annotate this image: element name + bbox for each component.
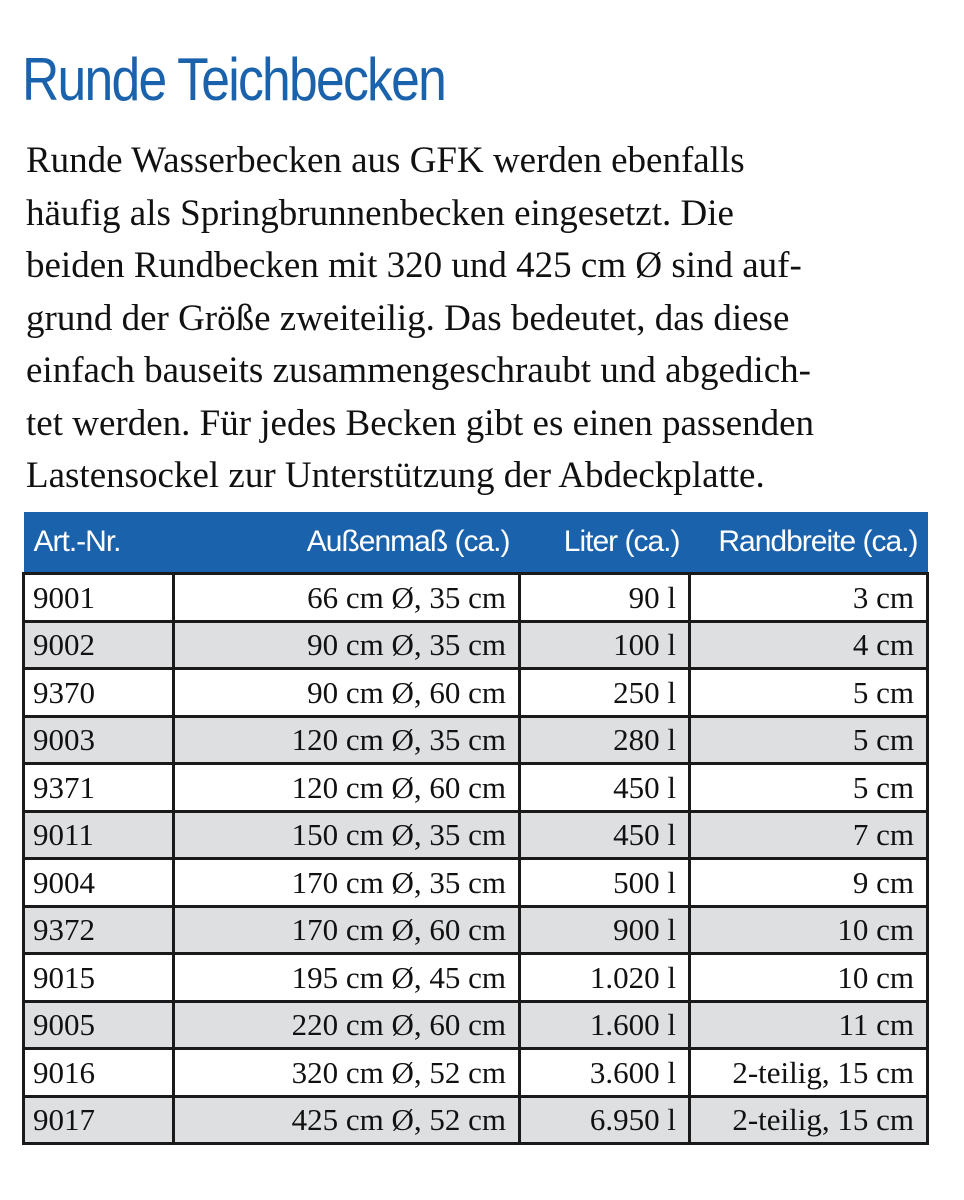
cell-outer-dimensions: 425 cm Ø, 52 cm	[174, 1096, 520, 1144]
table-row	[24, 764, 928, 812]
cell-outer-dimensions: 90 cm Ø, 60 cm	[174, 669, 520, 717]
cell-rim-width: 5 cm	[690, 669, 928, 717]
table-row	[24, 716, 928, 764]
cell-outer-dimensions: 120 cm Ø, 35 cm	[174, 716, 520, 764]
cell-liters: 1.020 l	[520, 954, 690, 1002]
cell-article-number: 9016	[24, 1049, 174, 1097]
table-row	[24, 1049, 928, 1097]
cell-outer-dimensions: 170 cm Ø, 35 cm	[174, 859, 520, 907]
cell-article-number: 9370	[24, 669, 174, 717]
table-row	[24, 859, 928, 907]
intro-line: Lastensockel zur Unterstützung der Abdeckplatte.	[26, 455, 765, 496]
intro-paragraph	[26, 135, 941, 503]
cell-outer-dimensions: 320 cm Ø, 52 cm	[174, 1049, 520, 1097]
cell-outer-dimensions: 195 cm Ø, 45 cm	[174, 954, 520, 1002]
cell-article-number: 9004	[24, 859, 174, 907]
cell-liters: 450 l	[520, 811, 690, 859]
cell-article-number: 9372	[24, 906, 174, 954]
header-article-number: Art.-Nr.	[24, 512, 174, 574]
cell-rim-width: 2-teilig, 15 cm	[690, 1049, 928, 1097]
cell-rim-width: 3 cm	[690, 574, 928, 622]
cell-rim-width: 5 cm	[690, 716, 928, 764]
cell-rim-width: 7 cm	[690, 811, 928, 859]
table-header-row	[24, 512, 928, 574]
header-liters: Liter (ca.)	[520, 512, 690, 574]
cell-outer-dimensions: 150 cm Ø, 35 cm	[174, 811, 520, 859]
cell-rim-width: 9 cm	[690, 859, 928, 907]
cell-liters: 500 l	[520, 859, 690, 907]
table-row	[24, 1001, 928, 1049]
cell-rim-width: 5 cm	[690, 764, 928, 812]
cell-rim-width: 2-teilig, 15 cm	[690, 1096, 928, 1144]
intro-line: grund der Größe zweiteilig. Das bedeutet, das diese	[26, 297, 790, 339]
cell-liters: 100 l	[520, 621, 690, 669]
cell-article-number: 9003	[24, 716, 174, 764]
cell-article-number: 9002	[24, 621, 174, 669]
table-row	[24, 906, 928, 954]
header-rim-width: Randbreite (ca.)	[690, 512, 928, 574]
cell-liters: 900 l	[520, 906, 690, 954]
product-table	[22, 512, 929, 1145]
cell-article-number: 9371	[24, 764, 174, 812]
cell-liters: 250 l	[520, 669, 690, 717]
table-row	[24, 574, 928, 622]
table-row	[24, 811, 928, 859]
cell-liters: 450 l	[520, 764, 690, 812]
cell-rim-width: 11 cm	[690, 1001, 928, 1049]
cell-liters: 280 l	[520, 716, 690, 764]
table-row	[24, 621, 928, 669]
page-title: Runde Teichbecken	[22, 46, 446, 113]
cell-outer-dimensions: 220 cm Ø, 60 cm	[174, 1001, 520, 1049]
cell-liters: 1.600 l	[520, 1001, 690, 1049]
table-body	[24, 574, 928, 1144]
cell-outer-dimensions: 66 cm Ø, 35 cm	[174, 574, 520, 622]
product-table-container	[22, 512, 926, 1145]
intro-line: Runde Wasserbecken aus GFK werden ebenfalls	[26, 140, 745, 181]
cell-rim-width: 4 cm	[690, 621, 928, 669]
header-outer-dimensions: Außenmaß (ca.)	[174, 512, 520, 574]
intro-line: beiden Rundbecken mit 320 und 425 cm Ø sind auf-	[26, 245, 802, 286]
cell-liters: 6.950 l	[520, 1096, 690, 1144]
intro-line: einfach bauseits zusammengeschraubt und abgedich-	[26, 350, 811, 391]
cell-article-number: 9005	[24, 1001, 174, 1049]
cell-liters: 90 l	[520, 574, 690, 622]
cell-article-number: 9015	[24, 954, 174, 1002]
cell-rim-width: 10 cm	[690, 954, 928, 1002]
table-row	[24, 669, 928, 717]
cell-article-number: 9001	[24, 574, 174, 622]
table-header	[24, 512, 928, 574]
cell-liters: 3.600 l	[520, 1049, 690, 1097]
cell-article-number: 9017	[24, 1096, 174, 1144]
cell-outer-dimensions: 120 cm Ø, 60 cm	[174, 764, 520, 812]
cell-article-number: 9011	[24, 811, 174, 859]
cell-outer-dimensions: 170 cm Ø, 60 cm	[174, 906, 520, 954]
cell-rim-width: 10 cm	[690, 906, 928, 954]
table-row	[24, 954, 928, 1002]
table-row	[24, 1096, 928, 1144]
cell-outer-dimensions: 90 cm Ø, 35 cm	[174, 621, 520, 669]
intro-line: tet werden. Für jedes Becken gibt es einen passenden	[26, 402, 815, 444]
intro-line: häufig als Springbrunnenbecken eingesetzt. Die	[26, 192, 734, 234]
